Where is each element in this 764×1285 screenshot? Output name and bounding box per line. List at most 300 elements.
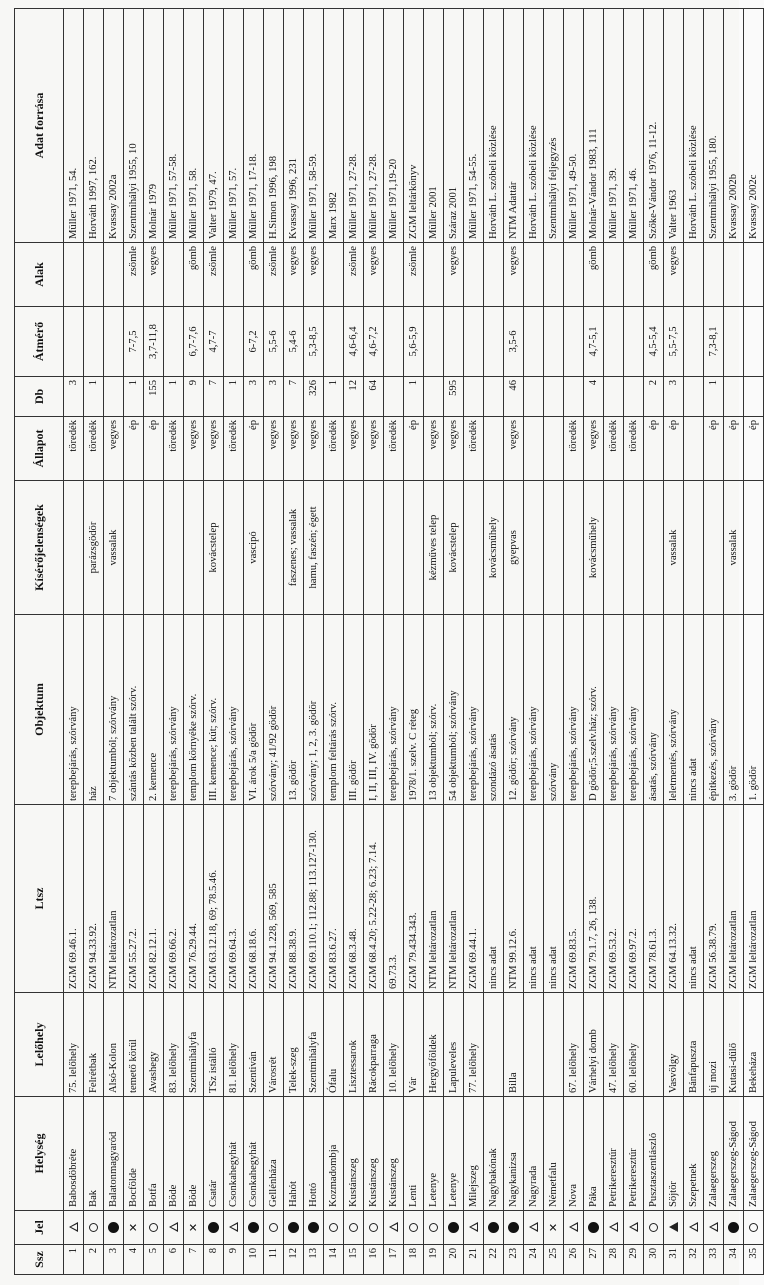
cell-jel (304, 1211, 324, 1245)
cell-atmero (324, 307, 344, 377)
cell-ltsz: NTM 99.12.6. (504, 805, 524, 993)
cell-helyseg: Böde (164, 1097, 184, 1211)
cell-allapot: vegyes (104, 417, 124, 481)
cell-objektum: terepbejárás, szórvány (224, 615, 244, 805)
cell-jel (324, 1211, 344, 1245)
cell-ssz: 19 (424, 1245, 444, 1275)
cell-kiserojelensegek (564, 481, 584, 615)
cell-ssz: 22 (484, 1245, 504, 1275)
cell-helyseg: Zalaegerszeg-Ságod (744, 1097, 764, 1211)
cell-ltsz: ZGM 69.97.2. (624, 805, 644, 993)
cell-adat-forrasa: Valter 1979, 47. (204, 9, 224, 243)
cell-helyseg: Letenye (444, 1097, 464, 1211)
cell-ltsz: ZGM 68.3.48. (344, 805, 364, 993)
cell-db: 595 (444, 377, 464, 417)
cell-alak: vegyes (664, 243, 684, 307)
cell-alak: gömb (644, 243, 664, 307)
cell-kiserojelensegek: vassalak (724, 481, 744, 615)
cell-jel (444, 1211, 464, 1245)
cell-allapot: töredék (464, 417, 484, 481)
cell-lelohely: temető körül (124, 993, 144, 1097)
cell-jel (84, 1211, 104, 1245)
table-row (164, 9, 184, 1275)
cell-atmero: 7-7,5 (124, 307, 144, 377)
cell-adat-forrasa: Horváth 1997, 162. (84, 9, 104, 243)
table-row (324, 9, 344, 1275)
cell-alak (744, 243, 764, 307)
cell-atmero: 5,5-7,5 (664, 307, 684, 377)
circle-filled-icon (508, 1222, 519, 1233)
cell-atmero: 5,4-6 (284, 307, 304, 377)
cell-adat-forrasa: Szentmihályi 1955, 180. (704, 9, 724, 243)
cell-kiserojelensegek: vascipó (244, 481, 264, 615)
table-row (504, 9, 524, 1275)
cell-db (724, 377, 744, 417)
cell-allapot: vegyes (184, 417, 204, 481)
cell-allapot: vegyes (584, 417, 604, 481)
cross-icon: ✕ (126, 1222, 140, 1233)
cell-atmero (224, 307, 244, 377)
cell-adat-forrasa: Horváth L. szóbeli közlése (484, 9, 504, 243)
cell-allapot: töredék (164, 417, 184, 481)
cell-alak (224, 243, 244, 307)
cell-helyseg: Németfalu (544, 1097, 564, 1211)
cell-objektum: templom feltárás szórv. (324, 615, 344, 805)
cell-ssz: 2 (84, 1245, 104, 1275)
cell-db: 3 (244, 377, 264, 417)
cell-alak (624, 243, 644, 307)
cell-jel (144, 1211, 164, 1245)
cell-jel (684, 1211, 704, 1245)
cell-kiserojelensegek (704, 481, 724, 615)
cell-adat-forrasa: Müller 1971, 46. (624, 9, 644, 243)
sites-table (14, 8, 764, 1275)
header-atmero: Átmérő (15, 307, 64, 377)
table-row (544, 9, 564, 1275)
cell-lelohely: 10. lelőhely (384, 993, 404, 1097)
cell-alak: gömb (584, 243, 604, 307)
cell-atmero (424, 307, 444, 377)
cell-allapot (684, 417, 704, 481)
cell-adat-forrasa: Kvassay 2002c (744, 9, 764, 243)
cell-kiserojelensegek (184, 481, 204, 615)
cell-kiserojelensegek: kovácstelep (204, 481, 224, 615)
cell-atmero: 5,5-6 (264, 307, 284, 377)
cell-db: 7 (204, 377, 224, 417)
cell-jel (484, 1211, 504, 1245)
cell-helyseg: Balatonmagyaród (104, 1097, 124, 1211)
cell-lelohely (644, 993, 664, 1097)
circle-open-icon (369, 1223, 378, 1232)
cell-lelohely: 60. lelőhely (624, 993, 644, 1097)
cell-kiserojelensegek: parázsgödör (84, 481, 104, 615)
cell-kiserojelensegek (144, 481, 164, 615)
cell-lelohely: Vár (404, 993, 424, 1097)
table-row (124, 9, 144, 1275)
cell-adat-forrasa: Szentmihályi 1955, 10 (124, 9, 144, 243)
cell-objektum: III. kemence; kút; szórv. (204, 615, 224, 805)
cell-jel (124, 1211, 144, 1245)
cell-alak (64, 243, 84, 307)
table-row (744, 9, 764, 1275)
cell-adat-forrasa: NTM Adattár (504, 9, 524, 243)
cell-allapot: töredék (564, 417, 584, 481)
cell-alak (684, 243, 704, 307)
cell-ssz: 34 (724, 1245, 744, 1275)
cell-alak: vegyes (364, 243, 384, 307)
cell-ltsz: ZGM 88.38.9. (284, 805, 304, 993)
cell-atmero: 4,7-7 (204, 307, 224, 377)
header-allapot: Állapot (15, 417, 64, 481)
cell-jel (104, 1211, 124, 1245)
cell-jel (644, 1211, 664, 1245)
cell-atmero: 7,3-8,1 (704, 307, 724, 377)
cell-db: 64 (364, 377, 384, 417)
cell-ssz: 9 (224, 1245, 244, 1275)
table-row (404, 9, 424, 1275)
table-row (184, 9, 204, 1275)
cell-objektum: 7 objektumból; szórvány (104, 615, 124, 805)
triangle-open-icon (629, 1223, 638, 1233)
cell-helyseg: Csatár (204, 1097, 224, 1211)
cell-db (424, 377, 444, 417)
cell-db (104, 377, 124, 417)
cell-db: 1 (224, 377, 244, 417)
cell-alak (704, 243, 724, 307)
cell-ssz: 24 (524, 1245, 544, 1275)
cell-alak (604, 243, 624, 307)
cell-objektum: I, II, III, IV. gödör (364, 615, 384, 805)
cell-objektum: szórvány (544, 615, 564, 805)
cell-ssz: 10 (244, 1245, 264, 1275)
cell-db: 3 (664, 377, 684, 417)
cell-ltsz: 69.73.3. (384, 805, 404, 993)
cell-allapot: ép (244, 417, 264, 481)
circle-filled-icon (108, 1222, 119, 1233)
cell-adat-forrasa: Marx 1982 (324, 9, 344, 243)
cell-db: 4 (584, 377, 604, 417)
cell-allapot: vegyes (424, 417, 444, 481)
cell-kiserojelensegek (324, 481, 344, 615)
cell-objektum: 13. gödör (284, 615, 304, 805)
cell-allapot: töredék (84, 417, 104, 481)
circle-open-icon (149, 1223, 158, 1232)
triangle-open-icon (469, 1223, 478, 1233)
cell-jel (504, 1211, 524, 1245)
cell-kiserojelensegek: vassalak (664, 481, 684, 615)
cell-objektum: VI. árok 5/a gödör (244, 615, 264, 805)
cell-objektum: terepbejárás, szórvány (604, 615, 624, 805)
cell-objektum: 1978/1. szelv. C réteg (404, 615, 424, 805)
cell-ltsz: ZGM 94.33.92. (84, 805, 104, 993)
triangle-open-icon (529, 1223, 538, 1233)
cell-db (744, 377, 764, 417)
cell-db (384, 377, 404, 417)
cell-ssz: 3 (104, 1245, 124, 1275)
cell-objektum: terepbejárás, szórvány (624, 615, 644, 805)
cell-jel (624, 1211, 644, 1245)
circle-filled-icon (588, 1222, 599, 1233)
cell-alak (384, 243, 404, 307)
cell-helyseg: Böde (184, 1097, 204, 1211)
table-row (104, 9, 124, 1275)
cell-alak (84, 243, 104, 307)
cross-icon: ✕ (546, 1222, 560, 1233)
cell-atmero (684, 307, 704, 377)
cell-objektum: leletmentés, szórvány (664, 615, 684, 805)
cell-ssz: 29 (624, 1245, 644, 1275)
cell-ssz: 25 (544, 1245, 564, 1275)
table-row (84, 9, 104, 1275)
cell-db: 9 (184, 377, 204, 417)
cell-adat-forrasa: Müller 1971,19-20 (384, 9, 404, 243)
cell-objektum: szórvány; 41/92 gödör (264, 615, 284, 805)
cell-allapot: vegyes (204, 417, 224, 481)
cell-adat-forrasa: Molnár 1979 (144, 9, 164, 243)
cell-kiserojelensegek (624, 481, 644, 615)
cell-helyseg: Petrikeresztúr (604, 1097, 624, 1211)
triangle-open-icon (69, 1223, 78, 1233)
cell-allapot: ép (664, 417, 684, 481)
cell-kiserojelensegek (364, 481, 384, 615)
cell-helyseg: Kustánszeg (344, 1097, 364, 1211)
circle-filled-icon (248, 1222, 259, 1233)
cell-objektum: ház (84, 615, 104, 805)
cell-helyseg: Nova (564, 1097, 584, 1211)
cell-db: 1 (124, 377, 144, 417)
cell-ssz: 30 (644, 1245, 664, 1275)
cell-lelohely: Felrétbak (84, 993, 104, 1097)
cell-jel (724, 1211, 744, 1245)
cell-ssz: 18 (404, 1245, 424, 1275)
circle-filled-icon (728, 1222, 739, 1233)
table-row (664, 9, 684, 1275)
cell-ssz: 20 (444, 1245, 464, 1275)
cell-ltsz: ZGM 55.27.2. (124, 805, 144, 993)
cell-lelohely: Bánfapuszta (684, 993, 704, 1097)
cell-lelohely (524, 993, 544, 1097)
cell-allapot: töredék (324, 417, 344, 481)
cell-allapot (484, 417, 504, 481)
cell-allapot: ép (704, 417, 724, 481)
cell-kiserojelensegek: vassalak (104, 481, 124, 615)
circle-open-icon (349, 1223, 358, 1232)
triangle-filled-icon (669, 1223, 678, 1233)
cell-ltsz: ZGM 56.38.79. (704, 805, 724, 993)
cell-allapot: vegyes (504, 417, 524, 481)
cell-jel (244, 1211, 264, 1245)
cell-alak (724, 243, 744, 307)
cell-helyseg: Bocfölde (124, 1097, 144, 1211)
cell-allapot: ép (404, 417, 424, 481)
cell-kiserojelensegek (384, 481, 404, 615)
cell-kiserojelensegek (344, 481, 364, 615)
table-row (704, 9, 724, 1275)
cell-ssz: 14 (324, 1245, 344, 1275)
cell-objektum: terepbejárás, szórvány (164, 615, 184, 805)
cell-alak: zsömle (264, 243, 284, 307)
cell-allapot: töredék (64, 417, 84, 481)
table-row (224, 9, 244, 1275)
cell-jel (224, 1211, 244, 1245)
table-row (624, 9, 644, 1275)
cell-helyseg: Hottó (304, 1097, 324, 1211)
cell-alak: zsömle (204, 243, 224, 307)
cell-jel (364, 1211, 384, 1245)
cell-atmero (384, 307, 404, 377)
cell-ltsz: nincs adat (684, 805, 704, 993)
cell-adat-forrasa: Száraz 2001 (444, 9, 464, 243)
cell-ltsz: ZGM 63.12.18, 69; 78.5.46. (204, 805, 224, 993)
table-row (584, 9, 604, 1275)
cell-alak: vegyes (444, 243, 464, 307)
cell-objektum: 54 objektumból; szórvány (444, 615, 464, 805)
cell-atmero (104, 307, 124, 377)
cell-ltsz: ZGM 78.61.3. (644, 805, 664, 993)
cell-ltsz: nincs adat (484, 805, 504, 993)
cell-atmero (604, 307, 624, 377)
cell-kiserojelensegek (164, 481, 184, 615)
cell-objektum: D gödör;5.szelv.ház; szórv. (584, 615, 604, 805)
cell-lelohely: Városrét (264, 993, 284, 1097)
cell-jel (164, 1211, 184, 1245)
cell-objektum: III. gödör (344, 615, 364, 805)
cell-jel (524, 1211, 544, 1245)
cell-jel (744, 1211, 764, 1245)
cell-objektum: nincs adat (684, 615, 704, 805)
header-ltsz: Ltsz (15, 805, 64, 993)
cell-helyseg: Hahót (284, 1097, 304, 1211)
table-row (684, 9, 704, 1275)
table-row (204, 9, 224, 1275)
cell-alak: zsömle (344, 243, 364, 307)
cell-kiserojelensegek (404, 481, 424, 615)
cell-helyseg: Zalaegerszeg (704, 1097, 724, 1211)
cell-jel (424, 1211, 444, 1245)
cell-kiserojelensegek (124, 481, 144, 615)
cell-allapot (544, 417, 564, 481)
cell-helyseg: Gellénháza (264, 1097, 284, 1211)
cell-atmero (624, 307, 644, 377)
cell-helyseg: Kustánszeg (384, 1097, 404, 1211)
cell-adat-forrasa: Horváth L. szóbeli közlése (524, 9, 544, 243)
cell-db: 1 (404, 377, 424, 417)
cell-ltsz: ZGM 69.83.5. (564, 805, 584, 993)
cell-ssz: 12 (284, 1245, 304, 1275)
cell-ssz: 31 (664, 1245, 684, 1275)
cell-lelohely: Szentmihályfa (304, 993, 324, 1097)
circle-open-icon (269, 1223, 278, 1232)
cell-ltsz: ZGM 69.46.1. (64, 805, 84, 993)
cell-lelohely: 47. lelőhely (604, 993, 624, 1097)
cell-objektum: terepbejárás, szórvány (384, 615, 404, 805)
cross-icon: ✕ (186, 1222, 200, 1233)
cell-kiserojelensegek: kovácsműhely (584, 481, 604, 615)
cell-adat-forrasa: Müller 1971, 49-50. (564, 9, 584, 243)
cell-atmero (84, 307, 104, 377)
cell-alak: vegyes (284, 243, 304, 307)
cell-lelohely: 75. lelőhely (64, 993, 84, 1097)
cell-adat-forrasa: Kvassay 2002a (104, 9, 124, 243)
cell-lelohely (484, 993, 504, 1097)
table-row (344, 9, 364, 1275)
cell-helyseg: Zalaegerszeg-Ságod (724, 1097, 744, 1211)
cell-kiserojelensegek (684, 481, 704, 615)
cell-db: 2 (644, 377, 664, 417)
cell-atmero: 4,6-7,2 (364, 307, 384, 377)
cell-jel (264, 1211, 284, 1245)
cell-ssz: 27 (584, 1245, 604, 1275)
cell-kiserojelensegek (644, 481, 664, 615)
cell-ltsz: ZGM 69.66.2. (164, 805, 184, 993)
circle-filled-icon (288, 1222, 299, 1233)
table-row (604, 9, 624, 1275)
header-alak: Alak (15, 243, 64, 307)
cell-atmero: 6,7-7,6 (184, 307, 204, 377)
cell-ltsz: ZGM 69.110.1; 112.88; 113.127-130. (304, 805, 324, 993)
cell-alak: zsömle (124, 243, 144, 307)
cell-kiserojelensegek (604, 481, 624, 615)
cell-alak (424, 243, 444, 307)
cell-helyseg: Nagyrada (524, 1097, 544, 1211)
cell-ltsz: ZGM 82.12.1. (144, 805, 164, 993)
cell-alak (464, 243, 484, 307)
cell-ltsz: ZGM 79.434.343. (404, 805, 424, 993)
cell-atmero (724, 307, 744, 377)
triangle-open-icon (689, 1223, 698, 1233)
cell-allapot (524, 417, 544, 481)
cell-alak (104, 243, 124, 307)
cell-helyseg: Páka (584, 1097, 604, 1211)
cell-jel (384, 1211, 404, 1245)
header-kiserojelensegek: Kísérőjelenségek (15, 481, 64, 615)
header-ssz: Ssz (15, 1245, 64, 1275)
cell-db (544, 377, 564, 417)
cell-helyseg: Petrikeresztúr (624, 1097, 644, 1211)
cell-lelohely: Rácokparraga (364, 993, 384, 1097)
cell-helyseg: Milejszeg (464, 1097, 484, 1211)
triangle-open-icon (229, 1223, 238, 1233)
cell-kiserojelensegek: kovácstelep (444, 481, 464, 615)
cell-alak (484, 243, 504, 307)
cell-alak (524, 243, 544, 307)
cell-lelohely: Vasvölgy (664, 993, 684, 1097)
cell-ssz: 35 (744, 1245, 764, 1275)
cell-allapot: töredék (624, 417, 644, 481)
cell-helyseg: Kustánszeg (364, 1097, 384, 1211)
cell-atmero: 3,7-11,8 (144, 307, 164, 377)
cell-atmero (444, 307, 464, 377)
cell-adat-forrasa: Müller 1971, 58. (184, 9, 204, 243)
cell-db: 12 (344, 377, 364, 417)
cell-adat-forrasa: Müller 1971, 58-59. (304, 9, 324, 243)
cell-allapot: ép (644, 417, 664, 481)
cell-adat-forrasa: H.Simon 1996, 198 (264, 9, 284, 243)
cell-kiserojelensegek (524, 481, 544, 615)
cell-allapot: töredék (384, 417, 404, 481)
cell-ltsz: ZGM 94.1.228, 569, 585 (264, 805, 284, 993)
cell-db (624, 377, 644, 417)
cell-allapot: töredék (604, 417, 624, 481)
cell-alak (324, 243, 344, 307)
cell-db: 155 (144, 377, 164, 417)
cell-adat-forrasa: Müller 1971, 57-58. (164, 9, 184, 243)
cell-ltsz: ZGM 76.29.44. (184, 805, 204, 993)
cell-objektum: szórvány; 1, 2, 3. gödör (304, 615, 324, 805)
cell-ssz: 15 (344, 1245, 364, 1275)
table-row (384, 9, 404, 1275)
cell-kiserojelensegek (264, 481, 284, 615)
